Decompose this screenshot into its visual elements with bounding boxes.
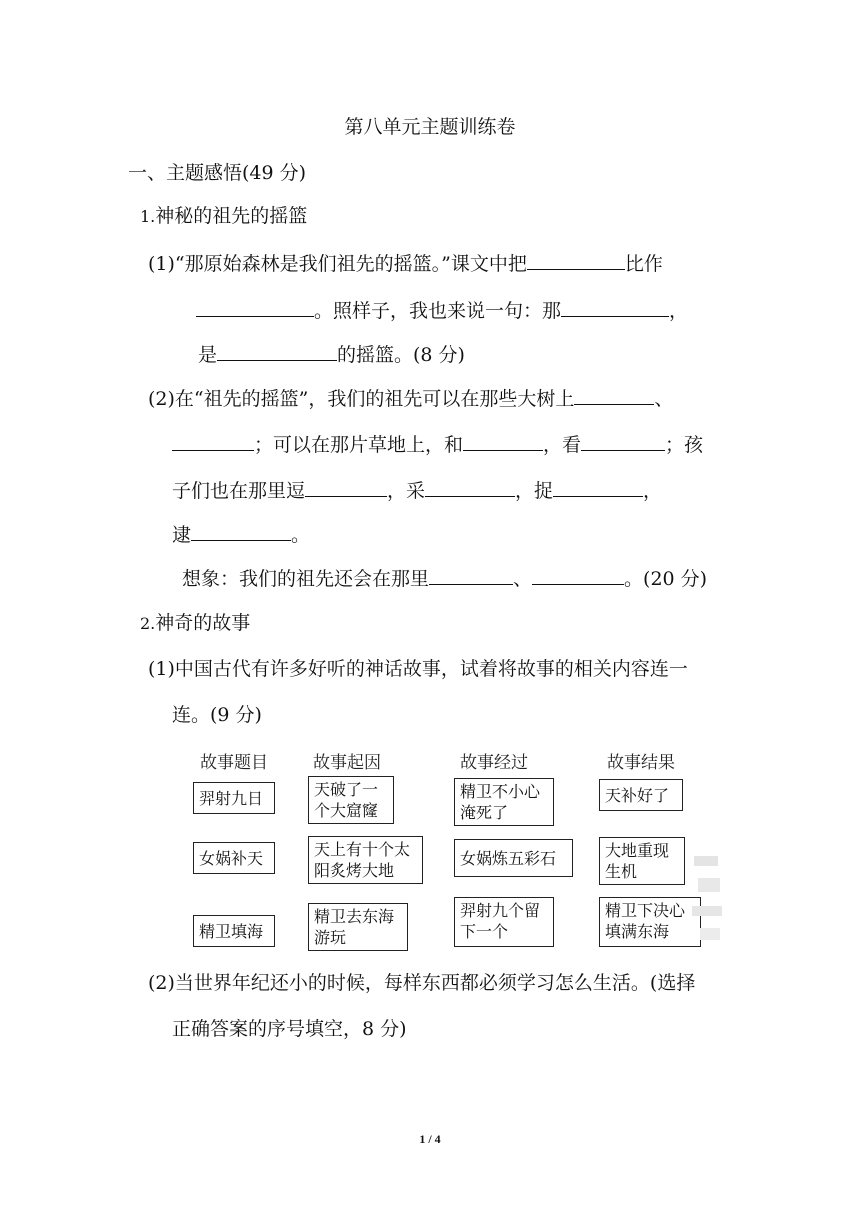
text: ， bbox=[643, 480, 663, 502]
box-text: 天上有十个太 bbox=[314, 840, 411, 859]
box-text: 天破了一 bbox=[314, 780, 379, 799]
answer-blank[interactable] bbox=[172, 433, 254, 451]
text: 的摇篮。(8 分) bbox=[337, 344, 465, 366]
text: ，看 bbox=[543, 434, 582, 456]
text: 是 bbox=[198, 344, 218, 366]
header-story-cause: 故事起因 bbox=[313, 753, 381, 773]
question-1-title bbox=[140, 205, 307, 228]
q2-part1-line2: 连。(9 分) bbox=[172, 704, 262, 726]
match-box-cause-3[interactable] bbox=[308, 903, 408, 951]
match-box-title-1[interactable] bbox=[193, 782, 275, 814]
match-box-title-3[interactable] bbox=[193, 915, 275, 947]
match-box-process-2[interactable] bbox=[454, 839, 573, 877]
box-text: 精卫不小心 bbox=[460, 782, 541, 801]
box-text: 大地重现 bbox=[605, 841, 670, 860]
text: ， bbox=[669, 300, 689, 322]
text: 比作 bbox=[624, 253, 663, 275]
answer-blank[interactable] bbox=[425, 479, 515, 497]
watermark-mark bbox=[688, 848, 728, 948]
box-text: 填满东海 bbox=[605, 922, 670, 941]
text: 、 bbox=[513, 568, 533, 590]
answer-blank[interactable] bbox=[429, 567, 513, 585]
text: (2)在“祖先的摇篮”，我们的祖先可以在那些大树上 bbox=[148, 388, 575, 410]
text: 。 bbox=[291, 524, 311, 546]
box-text: 个大窟窿 bbox=[314, 801, 379, 820]
header-story-process: 故事经过 bbox=[460, 753, 528, 773]
text: ；可以在那片草地上，和 bbox=[254, 434, 464, 456]
text: 逮 bbox=[172, 524, 192, 546]
page-number: 1 / 4 bbox=[419, 1132, 441, 1146]
q1-part1-line3 bbox=[198, 343, 465, 366]
box-text: 羿射九个留 bbox=[460, 901, 541, 920]
match-box-result-1[interactable] bbox=[599, 779, 683, 811]
box-text: 女娲补天 bbox=[199, 848, 264, 868]
question-title: 神奇的故事 bbox=[155, 612, 251, 634]
answer-blank[interactable] bbox=[217, 343, 337, 361]
answer-blank[interactable] bbox=[561, 299, 669, 317]
answer-blank[interactable] bbox=[191, 523, 291, 541]
text: 、 bbox=[654, 388, 674, 410]
text: 想象：我们的祖先还会在那里 bbox=[182, 568, 430, 590]
box-text: 阳炙烤大地 bbox=[314, 861, 395, 880]
box-text: 游玩 bbox=[314, 928, 347, 947]
q1-part2-line2 bbox=[172, 433, 703, 456]
box-text: 天补好了 bbox=[605, 785, 670, 805]
section-heading: 一、主题感悟(49 分) bbox=[128, 162, 307, 184]
box-text: 精卫填海 bbox=[199, 921, 264, 941]
text: ，捉 bbox=[515, 480, 554, 502]
match-box-result-2[interactable] bbox=[599, 837, 685, 885]
q1-part2-line4 bbox=[172, 523, 310, 546]
box-text: 羿射九日 bbox=[199, 788, 264, 808]
box-text: 精卫去东海 bbox=[314, 907, 395, 926]
match-box-process-3[interactable] bbox=[454, 897, 554, 947]
answer-blank[interactable] bbox=[532, 567, 624, 585]
page-title: 第八单元主题训练卷 bbox=[344, 116, 516, 138]
q2-part1-line1: (1)中国古代有许多好听的神话故事，试着将故事的相关内容连一 bbox=[148, 658, 688, 680]
question-2-title bbox=[140, 612, 250, 635]
q2-part2-line2: 正确答案的序号填空，8 分) bbox=[172, 1018, 407, 1040]
header-story-result: 故事结果 bbox=[607, 753, 675, 773]
answer-blank[interactable] bbox=[574, 387, 654, 405]
answer-blank[interactable] bbox=[305, 479, 387, 497]
box-text: 淹死了 bbox=[460, 803, 509, 822]
q1-part1-line2 bbox=[196, 299, 688, 322]
answer-blank[interactable] bbox=[527, 252, 625, 270]
answer-blank[interactable] bbox=[463, 433, 543, 451]
text: (1)“那原始森林是我们祖先的摇篮。”课文中把 bbox=[148, 253, 527, 275]
answer-blank[interactable] bbox=[196, 299, 314, 317]
q1-part2-line1 bbox=[148, 387, 673, 410]
text: 。照样子，我也来说一句：那 bbox=[314, 300, 562, 322]
box-text: 女娲炼五彩石 bbox=[460, 848, 557, 868]
match-box-title-2[interactable] bbox=[193, 842, 275, 874]
text: 。(20 分) bbox=[624, 568, 708, 590]
match-box-cause-1[interactable] bbox=[308, 776, 394, 824]
q1-part2-line3 bbox=[172, 479, 662, 502]
box-text: 下一个 bbox=[460, 922, 509, 941]
answer-blank[interactable] bbox=[581, 433, 665, 451]
text: ；孩 bbox=[665, 434, 704, 456]
q2-part2-line1: (2)当世界年纪还小的时候，每样东西都必须学习怎么生活。(选择 bbox=[148, 972, 696, 994]
match-box-process-1[interactable] bbox=[454, 778, 554, 826]
watermark bbox=[688, 848, 728, 961]
match-box-cause-2[interactable] bbox=[308, 836, 423, 884]
answer-blank[interactable] bbox=[553, 479, 643, 497]
box-text: 精卫下决心 bbox=[605, 901, 686, 920]
q1-part1-line1 bbox=[148, 252, 663, 275]
question-number: 1. bbox=[140, 207, 156, 226]
text: 子们也在那里逗 bbox=[172, 480, 306, 502]
question-title: 神秘的祖先的摇篮 bbox=[155, 205, 308, 227]
box-text: 生机 bbox=[605, 862, 638, 881]
text: ，采 bbox=[387, 480, 426, 502]
match-box-result-3[interactable] bbox=[599, 897, 701, 947]
header-story-title: 故事题目 bbox=[200, 753, 268, 773]
q1-part2-line5 bbox=[182, 567, 707, 590]
question-number: 2. bbox=[140, 614, 156, 633]
